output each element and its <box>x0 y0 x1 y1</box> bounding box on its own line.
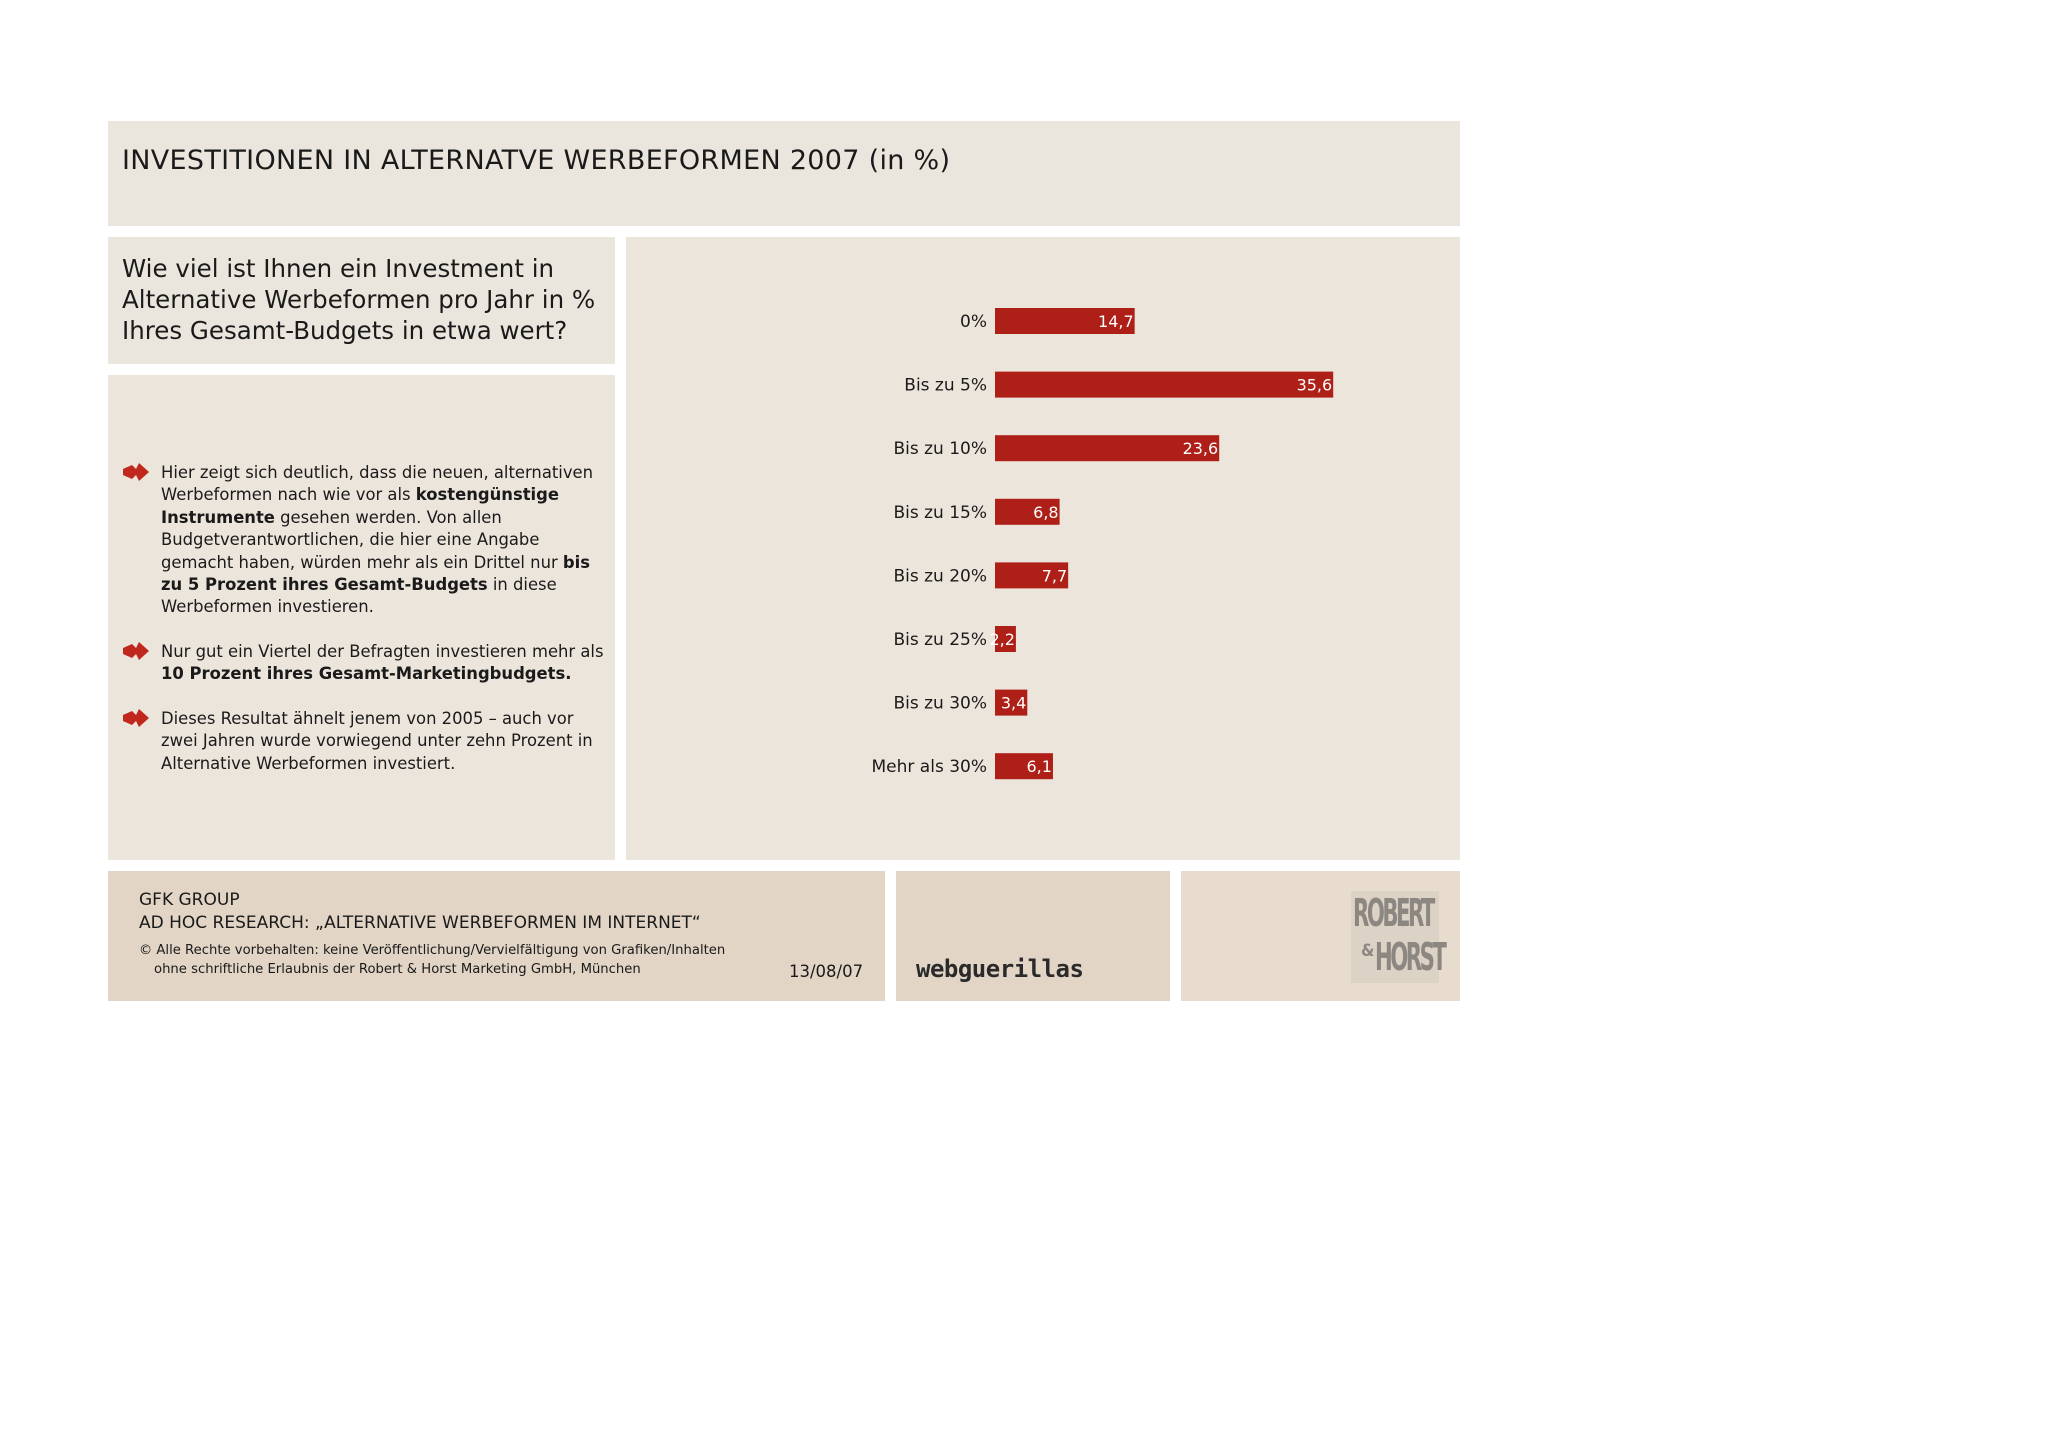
value-label: 14,7 <box>1098 312 1134 331</box>
category-label: Mehr als 30% <box>871 757 987 778</box>
finding-text-run: gesehen werden. Von allen Budgetverantwortlichen, die hier eine Angabe gemacht haben, würden mehr als ein Drittel nur <box>161 507 563 572</box>
finding-text-run: in diese Werbeformen investieren. <box>161 575 557 617</box>
bar-chart <box>626 237 1460 860</box>
category-label: 0% <box>960 312 987 332</box>
webguerillas-logo-panel <box>896 871 1170 1001</box>
value-label: 35,6 <box>1296 375 1333 395</box>
value-label: 3,4 <box>1000 693 1027 713</box>
source-study: AD HOC RESEARCH: „ALTERNATIVE WERBEFORMEN IM INTERNET“ <box>139 913 701 933</box>
finding-text-emphasis: kostengünstige Instrumente <box>161 485 560 527</box>
robert-horst-logo <box>1351 891 1445 983</box>
logo-robert: ROBERT <box>1353 891 1433 935</box>
category-label: Bis zu 15% <box>893 502 987 523</box>
red-arrow-icon <box>122 642 150 660</box>
finding-text-emphasis: 10 Prozent ihres Gesamt-Marketingbudgets. <box>161 664 572 684</box>
publication-date: 13/08/07 <box>789 962 864 981</box>
finding-text-run: Dieses Resultat ähnelt jenem von 2005 – auch vor zwei Jahren wurde vorwiegend unter zehn Prozent in Alternative Werbeformen investiert. <box>161 709 593 773</box>
bar <box>995 372 1333 398</box>
finding-text-emphasis: bis zu 5 Prozent ihres Gesamt-Budgets <box>161 552 591 595</box>
survey-question: Wie viel ist Ihnen ein Investment in Alternative Werbeformen pro Jahr in % Ihres Gesamt-Budgets in etwa wert? <box>122 254 596 345</box>
value-label: 6,1 <box>1026 757 1052 777</box>
red-arrow-icon <box>122 709 150 727</box>
category-label: Bis zu 25% <box>893 630 987 650</box>
category-label: Bis zu 20% <box>893 566 987 587</box>
logo-ampersand: & <box>1361 941 1375 961</box>
source-org: GFK GROUP <box>139 890 240 910</box>
finding-text-run: Nur gut ein Viertel der Befragten investieren mehr als <box>161 642 604 661</box>
finding-text <box>161 462 607 619</box>
copyright-line-2: ohne schriftliche Erlaubnis der Robert & Horst Marketing GmbH, München <box>154 962 641 977</box>
value-label: 2,2 <box>989 630 1015 649</box>
value-label: 7,7 <box>1041 566 1068 586</box>
robert-horst-logo-panel <box>1181 871 1460 1001</box>
category-label: Bis zu 10% <box>893 439 987 460</box>
red-arrow-icon <box>122 463 150 481</box>
finding-text-run: Hier zeigt sich deutlich, dass die neuen, alternativen Werbeformen nach wie vor als <box>161 463 594 505</box>
value-label: 6,8 <box>1033 502 1059 522</box>
findings-panel <box>108 375 615 860</box>
source-panel <box>108 871 885 1001</box>
webguerillas-logo: webguerillas <box>916 955 1084 983</box>
page-title: INVESTITIONEN IN ALTERNATVE WERBEFORMEN 2007 (in %) <box>122 145 951 176</box>
category-label: Bis zu 5% <box>904 375 987 396</box>
question-panel <box>108 237 615 364</box>
value-label: 23,6 <box>1182 439 1219 459</box>
finding-text <box>161 641 607 686</box>
chart-panel <box>626 237 1460 860</box>
copyright-line-1: © Alle Rechte vorbehalten: keine Veröffentlichung/Vervielfältigung von Grafiken/Inhalten <box>139 943 726 958</box>
title-panel <box>108 121 1460 226</box>
logo-horst: HORST <box>1375 935 1445 979</box>
category-label: Bis zu 30% <box>893 693 987 714</box>
finding-text <box>161 708 607 775</box>
